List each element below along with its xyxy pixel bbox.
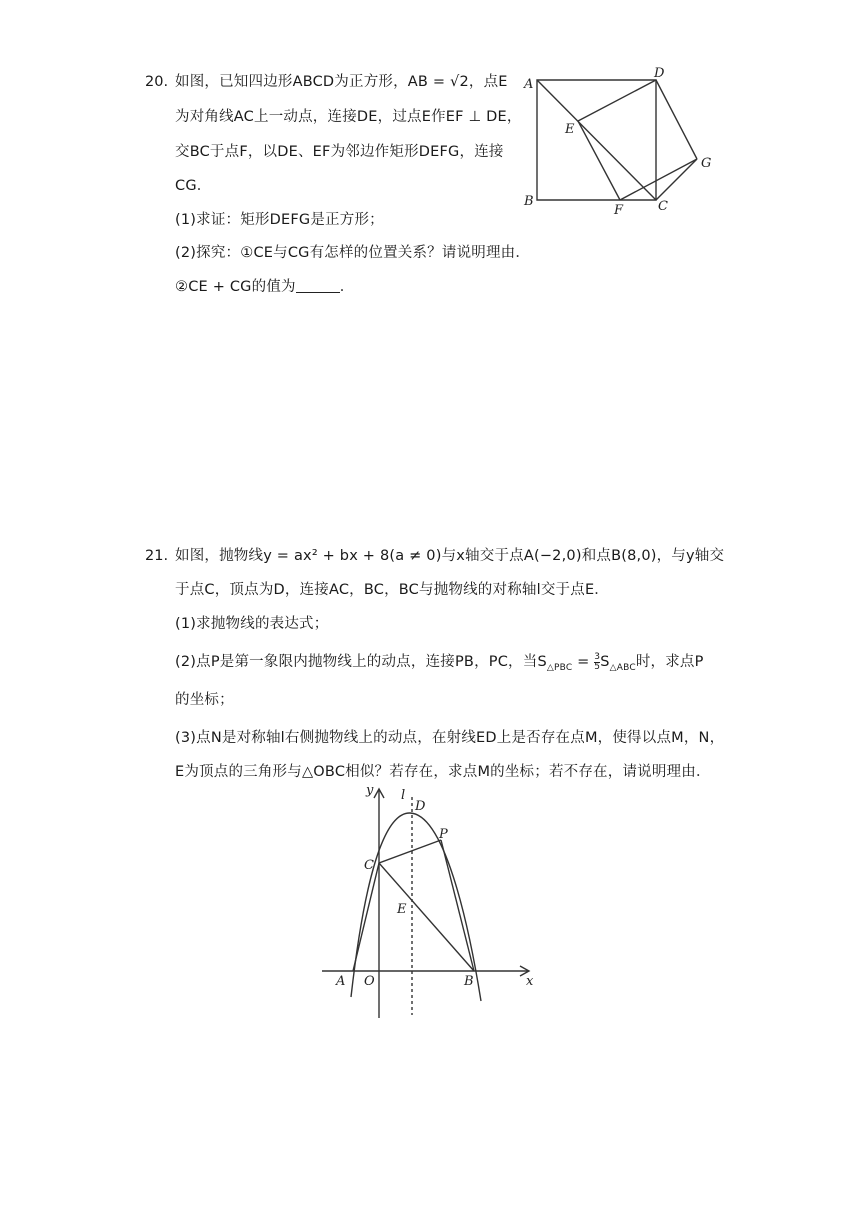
problem-20-part-1: (1)求证：矩形DEFG是正方形； xyxy=(175,212,384,228)
label-d2: D xyxy=(415,799,426,814)
problem-20-number: 20. xyxy=(145,74,169,90)
segment-cp xyxy=(379,840,441,863)
label-l: l xyxy=(401,788,406,803)
label-f: F xyxy=(614,203,624,218)
area-tail: 时，求点P xyxy=(635,654,704,670)
label-g: G xyxy=(701,156,712,171)
problem-21-part-3-2: E为顶点的三角形与△OBC相似？若存在，求点M的坐标；若不存在，请说明理由． xyxy=(175,764,711,780)
problem-20-part-2-1: (2)探究：①CE与CG有怎样的位置关系？请说明理由． xyxy=(175,245,531,261)
label-e: E xyxy=(565,122,575,137)
problem-21-number: 21. xyxy=(145,548,169,564)
problem-20-line-3: 交BC于点F，以DE、EF为邻边作矩形DEFG，连接 xyxy=(175,144,504,160)
label-y: y xyxy=(366,783,374,798)
problem-20-part-2-2-text: ②CE + CG的值为 xyxy=(175,279,296,295)
area-sub-pbc: △PBC xyxy=(546,662,573,673)
problem-20-line-1: 如图，已知四边形ABCD为正方形，AB = √2，点E xyxy=(175,74,508,90)
problem-21-part-2-text: (2)点P是第一象限内抛物线上的动点，连接PB，PC，当S xyxy=(175,654,547,670)
problem-21-part-1: (1)求抛物线的表达式； xyxy=(175,616,329,632)
problem-20-blank-suffix: ． xyxy=(339,279,355,295)
area-eq: = xyxy=(572,654,595,670)
area-sub-abc: △ABC xyxy=(609,662,636,673)
label-b2: B xyxy=(464,974,474,989)
label-b: B xyxy=(524,194,534,209)
problem-21-line-1: 如图，抛物线y = ax² + bx + 8(a ≠ 0)与x轴交于点A(−2,0)和点B(8,0)，与y轴交 xyxy=(175,548,725,564)
problem-21-part-3-1: (3)点N是对称轴l右侧抛物线上的动点，在射线ED上是否存在点M，使得以点M，N， xyxy=(175,730,725,746)
label-e2: E xyxy=(397,902,407,917)
fraction-den: 5 xyxy=(594,661,601,672)
problem-21-line-2: 于点C，顶点为D，连接AC，BC，BC与抛物线的对称轴l交于点E． xyxy=(175,582,610,598)
label-o: O xyxy=(364,974,375,989)
problem-20-line-4: CG． xyxy=(175,178,212,194)
problem-20-line-2: 为对角线AC上一动点，连接DE，过点E作EF ⊥ DE， xyxy=(175,109,522,125)
label-a: A xyxy=(524,77,534,92)
segment-ac xyxy=(353,863,379,971)
area-s: S xyxy=(600,654,610,670)
parabola-curve xyxy=(351,813,481,1001)
label-a2: A xyxy=(336,974,346,989)
label-c2: C xyxy=(364,858,374,873)
problem-21-part-2-cont: 的坐标； xyxy=(175,692,234,708)
label-d: D xyxy=(654,66,665,81)
label-c: C xyxy=(658,199,668,214)
label-p: P xyxy=(439,827,448,842)
fraction-num: 3 xyxy=(594,651,601,662)
label-x: x xyxy=(526,974,534,989)
